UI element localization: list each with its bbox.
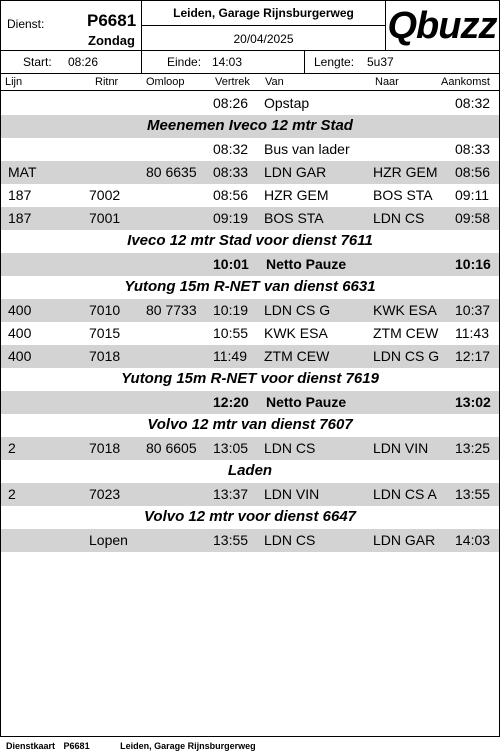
section-title: Yutong 15m R-NET van dienst 6631 (124, 278, 376, 295)
cell-van: LDN CS (264, 532, 316, 548)
col-lijn: Lijn (5, 76, 23, 88)
cell-lijn: 400 (8, 302, 32, 318)
cell-van: LDN CS G (264, 302, 331, 318)
cell-naar: LDN GAR (373, 532, 436, 548)
cell-van: KWK ESA (264, 325, 328, 341)
cell-ritnr: Lopen (89, 532, 128, 548)
footer-label: Dienstkaart (6, 741, 56, 751)
table-row (1, 437, 499, 460)
table-row (1, 299, 499, 322)
table-row (1, 161, 499, 184)
col-ritnr: Ritnr (95, 76, 119, 88)
cell-ritnr: 7023 (89, 486, 121, 502)
cell-van: ZTM CEW (264, 348, 330, 364)
cell-lijn: MAT (8, 164, 37, 180)
footer-garage: Leiden, Garage Rijnsburgerweg (120, 741, 256, 751)
cell-aankomst: 08:56 (455, 164, 491, 180)
cell-naar: ZTM CEW (373, 325, 439, 341)
cell-naar: LDN CS (373, 210, 425, 226)
length-value: 5u37 (367, 55, 394, 69)
cell-vertrek: 09:19 (213, 210, 249, 226)
qbuzz-logo: Qbuzz (387, 5, 497, 47)
garage-name: Leiden, Garage Rijnsburgerweg (142, 1, 385, 26)
section-row (1, 368, 499, 391)
cell-van: Bus van lader (264, 141, 350, 157)
start-segment (1, 51, 142, 73)
cell-aankomst: 14:03 (455, 532, 491, 548)
cell-van: BOS STA (264, 210, 324, 226)
section-row (1, 460, 499, 483)
cell-van: Opstap (264, 95, 310, 111)
cell-naar: LDN CS A (373, 486, 437, 502)
col-aankomst: Aankomst (441, 76, 490, 88)
table-row (1, 207, 499, 230)
end-label: Einde: (167, 55, 202, 69)
section-title: Volvo 12 mtr voor dienst 6647 (143, 508, 357, 525)
cell-van: Netto Pauze (266, 394, 347, 410)
cell-vertrek: 13:05 (213, 440, 249, 456)
cell-vertrek: 10:55 (213, 325, 249, 341)
section-title: Volvo 12 mtr van dienst 7607 (147, 416, 353, 433)
cell-lijn: 400 (8, 348, 32, 364)
cell-aankomst: 08:33 (455, 141, 491, 157)
cell-naar: KWK ESA (373, 302, 437, 318)
cell-aankomst: 13:25 (455, 440, 491, 456)
cell-vertrek: 08:26 (213, 95, 249, 111)
cell-lijn: 400 (8, 325, 32, 341)
cell-vertrek: 11:49 (213, 348, 247, 364)
card-footer (6, 741, 256, 751)
cell-van: LDN CS (264, 440, 316, 456)
col-naar: Naar (375, 76, 399, 88)
dienst-number: P6681 (87, 11, 137, 30)
end-time: 14:03 (212, 55, 243, 69)
cell-vertrek: 13:37 (213, 486, 249, 502)
cell-ritnr: 7010 (89, 302, 121, 318)
cell-van: Netto Pauze (266, 256, 347, 272)
col-van: Van (265, 76, 284, 88)
cell-naar: LDN CS G (373, 348, 440, 364)
cell-aankomst: 08:32 (455, 95, 491, 111)
cell-omloop: 80 7733 (146, 302, 197, 318)
section-title: Yutong 15m R-NET voor dienst 7619 (121, 370, 379, 387)
section-row (1, 414, 499, 437)
table-row (1, 184, 499, 207)
cell-vertrek: 08:32 (213, 141, 249, 157)
cell-naar: HZR GEM (373, 164, 438, 180)
section-row (1, 276, 499, 299)
dienst-label: Dienst: (7, 17, 45, 31)
col-omloop: Omloop (146, 76, 185, 88)
section-row (1, 230, 499, 253)
table-row (1, 483, 499, 506)
dienst-day: Zondag (88, 33, 135, 48)
cell-vertrek: 13:55 (213, 532, 249, 548)
start-label: Start: (23, 55, 52, 69)
cell-vertrek: 12:20 (213, 394, 249, 410)
cell-vertrek: 10:01 (213, 256, 249, 272)
table-row (1, 92, 499, 115)
service-date: 20/04/2025 (233, 32, 294, 46)
start-time: 08:26 (68, 55, 99, 69)
cell-aankomst: 11:43 (455, 325, 489, 341)
cell-ritnr: 7018 (89, 440, 121, 456)
cell-ritnr: 7001 (89, 210, 121, 226)
cell-naar: BOS STA (373, 187, 433, 203)
cell-van: HZR GEM (264, 187, 329, 203)
trip-rows (1, 92, 499, 552)
cell-aankomst: 10:16 (455, 256, 491, 272)
footer-dienst: P6681 (63, 741, 90, 751)
cell-ritnr: 7015 (89, 325, 121, 341)
table-row (1, 345, 499, 368)
cell-van: LDN VIN (264, 486, 320, 502)
cell-ritnr: 7018 (89, 348, 121, 364)
cell-vertrek: 08:56 (213, 187, 249, 203)
cell-omloop: 80 6635 (146, 164, 197, 180)
cell-aankomst: 12:17 (455, 348, 491, 364)
dienst-cell (1, 1, 142, 51)
table-row (1, 529, 499, 552)
pause-row (1, 253, 499, 276)
section-row (1, 506, 499, 529)
cell-ritnr: 7002 (89, 187, 121, 203)
cell-omloop: 80 6605 (146, 440, 197, 456)
cell-van: LDN GAR (264, 164, 327, 180)
column-header (1, 74, 499, 91)
cell-aankomst: 13:55 (455, 486, 491, 502)
length-segment (305, 51, 499, 73)
cell-lijn: 2 (8, 440, 16, 456)
pause-row (1, 391, 499, 414)
shift-info-bar (1, 51, 499, 74)
table-row (1, 138, 499, 161)
section-title: Meenemen Iveco 12 mtr Stad (147, 117, 353, 134)
table-row (1, 322, 499, 345)
cell-aankomst: 10:37 (455, 302, 491, 318)
cell-lijn: 187 (8, 187, 32, 203)
cell-aankomst: 09:58 (455, 210, 491, 226)
cell-lijn: 187 (8, 210, 32, 226)
cell-vertrek: 10:19 (213, 302, 249, 318)
length-label: Lengte: (314, 55, 355, 69)
section-title: Iveco 12 mtr Stad voor dienst 7611 (127, 232, 373, 249)
section-row (1, 115, 499, 138)
card-header (1, 1, 499, 51)
cell-naar: LDN VIN (373, 440, 429, 456)
section-title: Laden (227, 462, 273, 479)
cell-aankomst: 09:11 (455, 187, 489, 203)
col-vertrek: Vertrek (215, 76, 250, 88)
cell-vertrek: 08:33 (213, 164, 249, 180)
cell-aankomst: 13:02 (455, 394, 491, 410)
cell-lijn: 2 (8, 486, 16, 502)
end-segment (142, 51, 305, 73)
